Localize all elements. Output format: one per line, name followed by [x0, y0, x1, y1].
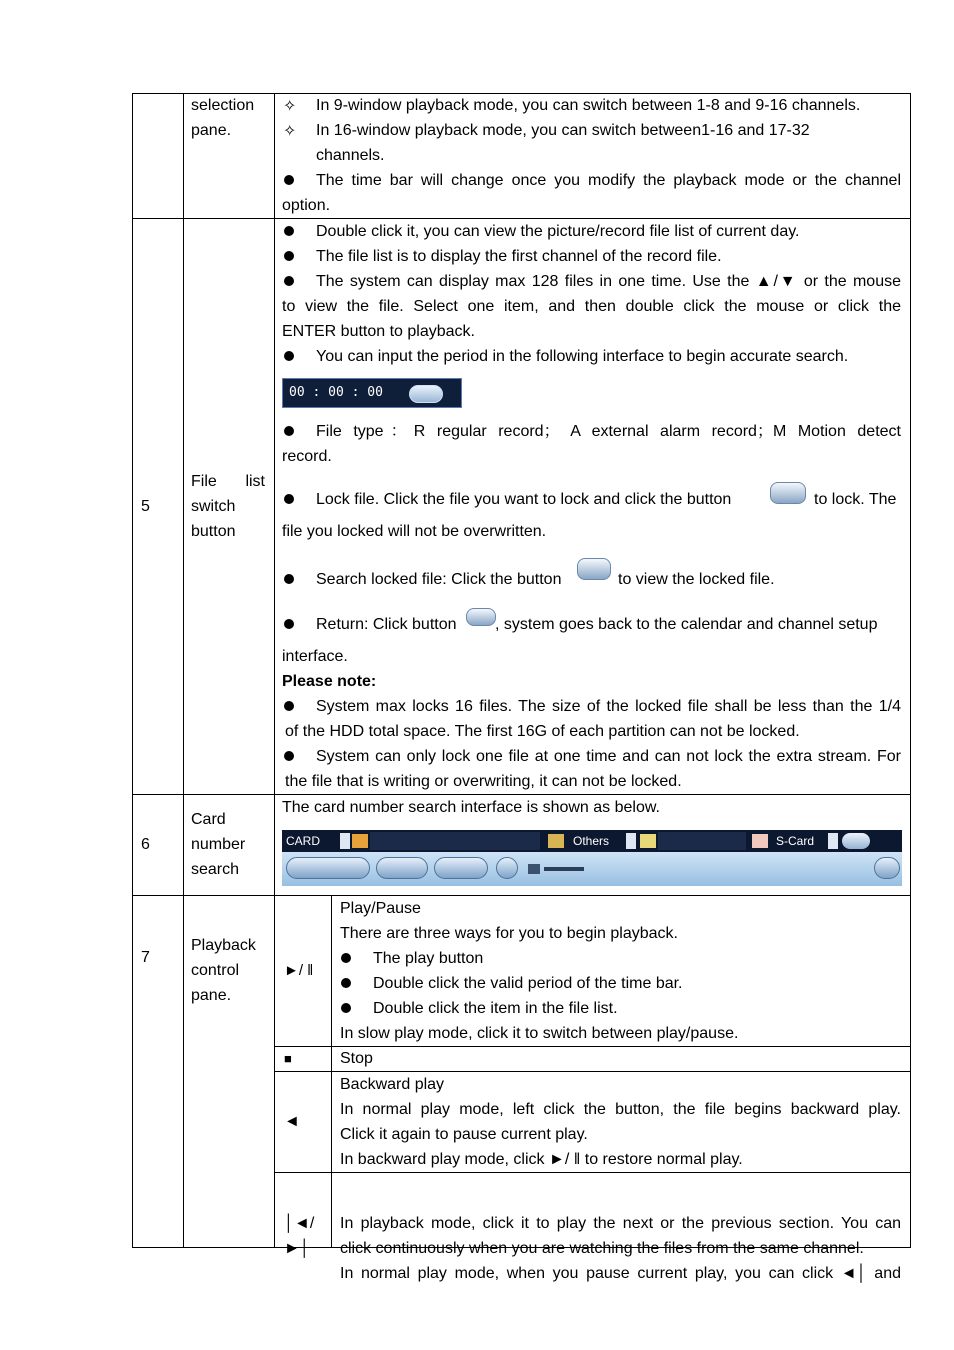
bullet-icon — [341, 978, 351, 988]
bullet-icon — [284, 619, 294, 629]
search-locked-file-icon[interactable] — [577, 558, 611, 580]
row-number: 5 — [141, 498, 150, 515]
desc-line: file you locked will not be overwritten. — [282, 523, 547, 540]
dropdown-arrow-icon[interactable] — [340, 833, 350, 849]
bullet-icon — [284, 175, 294, 185]
row-name-word: File — [191, 473, 217, 490]
desc-line: interface. — [282, 648, 348, 665]
diamond-bullet-icon: ✧ — [283, 121, 297, 140]
search-magnifier-icon[interactable] — [409, 385, 443, 403]
row-name-line: Playback — [191, 937, 256, 954]
row-name-line — [191, 469, 265, 494]
desc-line: channels. — [316, 147, 385, 164]
scard-type-icon — [752, 834, 768, 848]
bullet-icon — [341, 953, 351, 963]
lock-file-icon[interactable] — [770, 482, 806, 504]
desc-line: The play button — [373, 950, 484, 967]
desc-line: Backward play — [340, 1076, 445, 1093]
slow-fast-buttons[interactable] — [434, 857, 488, 879]
note-line: System can only lock one file at one time and can not lock the extra stream. For — [316, 748, 901, 765]
next-section-symbol: ►│ — [284, 1240, 310, 1257]
card-number-input[interactable] — [370, 832, 540, 850]
row-name-line: search — [191, 861, 240, 878]
row-name-word: list — [245, 473, 265, 490]
desc-line: You can input the period in the following interface to begin accurate search. — [316, 348, 849, 365]
prev-next-section-buttons[interactable] — [376, 857, 428, 879]
volume-slider[interactable] — [544, 867, 584, 871]
card-search-toolbar — [282, 830, 902, 852]
note-title: Please note: — [282, 673, 377, 690]
backup-button[interactable] — [874, 857, 900, 879]
desc-line: The file list is to display the first channel of the record file. — [316, 248, 722, 265]
desc-line: In normal play mode, left click the button, the file begins backward play. — [340, 1101, 901, 1118]
desc-line: click continuously when you are watching the files from the same channel. — [340, 1240, 864, 1257]
desc-line: , system goes back to the calendar and channel setup — [495, 616, 878, 633]
desc-line: record. — [282, 448, 332, 465]
desc-line: Double click the valid period of the time bar. — [373, 975, 683, 992]
desc-line: Play/Pause — [340, 900, 421, 917]
row-name-line: selection — [191, 97, 255, 114]
playback-control-strip — [282, 852, 902, 886]
dropdown-arrow-icon[interactable] — [828, 833, 838, 849]
bullet-icon — [284, 426, 294, 436]
desc-line: The time bar will change once you modify the playback mode or the channel — [316, 172, 901, 189]
desc-line: to view the file. Select one item, and then double click the mouse or click the — [282, 298, 901, 315]
desc-line: File type：R regular record； A external alarm record；M Motion detect — [316, 423, 901, 440]
desc-line: In playback mode, click it to play the next or the previous section. You can — [340, 1215, 901, 1232]
stop-symbol: ■ — [284, 1051, 292, 1066]
dropdown-arrow-icon[interactable] — [626, 833, 636, 849]
prev-section-symbol: │◄/ — [284, 1215, 315, 1232]
others-type-icon — [548, 834, 564, 848]
scard-field-label: S-Card — [776, 834, 815, 848]
desc-line: Lock file. Click the file you want to lock and click the button — [316, 491, 732, 508]
search-magnifier-icon[interactable] — [842, 833, 870, 849]
row-name-line: pane. — [191, 122, 232, 139]
row-name-line: Card — [191, 811, 226, 828]
row-number: 6 — [141, 836, 150, 853]
row-name-line: switch — [191, 498, 236, 515]
smart-search-button[interactable] — [496, 857, 518, 879]
diamond-bullet-icon: ✧ — [283, 96, 297, 115]
desc-line: In slow play mode, click it to switch between play/pause. — [340, 1025, 739, 1042]
desc-line: ENTER button to playback. — [282, 323, 475, 340]
desc-line: Double click the item in the file list. — [373, 1000, 618, 1017]
desc-line: Return: Click button — [316, 616, 457, 633]
desc-line: Search locked file: Click the button — [316, 571, 562, 588]
time-search-box[interactable] — [282, 378, 462, 408]
desc-line: Double click it, you can view the picture/record file list of current day. — [316, 223, 800, 240]
bullet-icon — [284, 751, 294, 761]
volume-icon — [528, 864, 540, 874]
bullet-icon — [284, 494, 294, 504]
backward-play-symbol: ◄ — [284, 1113, 300, 1130]
bullet-icon — [284, 701, 294, 711]
bullet-icon — [284, 251, 294, 261]
row-name-line: pane. — [191, 987, 232, 1004]
desc-line: In normal play mode, when you pause current play, you can click ◄│ and — [340, 1265, 901, 1282]
return-icon[interactable] — [466, 608, 496, 626]
bullet-icon — [341, 1003, 351, 1013]
play-pause-symbol: ►/ ‖ — [284, 962, 314, 979]
card-field-label: CARD — [286, 834, 321, 848]
desc-line: In backward play mode, click ►/ ‖ to restore normal play. — [340, 1151, 743, 1168]
desc-line: Stop — [340, 1050, 373, 1067]
card-type-icon — [352, 834, 368, 848]
desc-line: option. — [282, 197, 331, 214]
bullet-icon — [284, 351, 294, 361]
desc-line: Click it again to pause current play. — [340, 1126, 588, 1143]
play-stop-back-buttons[interactable] — [286, 857, 370, 879]
desc-line: to lock. The — [814, 491, 897, 508]
desc-line: The system can display max 128 files in one time. Use the ▲/▼ or the mouse — [316, 273, 901, 290]
note-line: of the HDD total space. The first 16G of each partition can not be locked. — [285, 723, 800, 740]
desc-line: The card number search interface is shown as below. — [282, 799, 660, 816]
row-name-line: button — [191, 523, 236, 540]
note-line: the file that is writing or overwriting, it can not be locked. — [285, 773, 682, 790]
row-number: 7 — [141, 949, 150, 966]
bullet-icon — [284, 226, 294, 236]
bullet-icon — [284, 276, 294, 286]
card-search-bar — [282, 830, 902, 886]
desc-line: In 16-window playback mode, you can switch between1-16 and 17-32 — [316, 122, 810, 139]
desc-line: to view the locked file. — [618, 571, 775, 588]
desc-line: In 9-window playback mode, you can switch between 1-8 and 9-16 channels. — [316, 97, 861, 114]
time-value: 00 : 00 : 00 — [289, 385, 383, 400]
row-name-line: control — [191, 962, 240, 979]
others-input[interactable] — [658, 832, 746, 850]
row-name-line: number — [191, 836, 246, 853]
bullet-icon — [284, 574, 294, 584]
others-field-label: Others — [573, 834, 610, 848]
others-value-icon — [640, 834, 656, 848]
desc-line: There are three ways for you to begin playback. — [340, 925, 678, 942]
note-line: System max locks 16 files. The size of the locked file shall be less than the 1/4 — [316, 698, 901, 715]
